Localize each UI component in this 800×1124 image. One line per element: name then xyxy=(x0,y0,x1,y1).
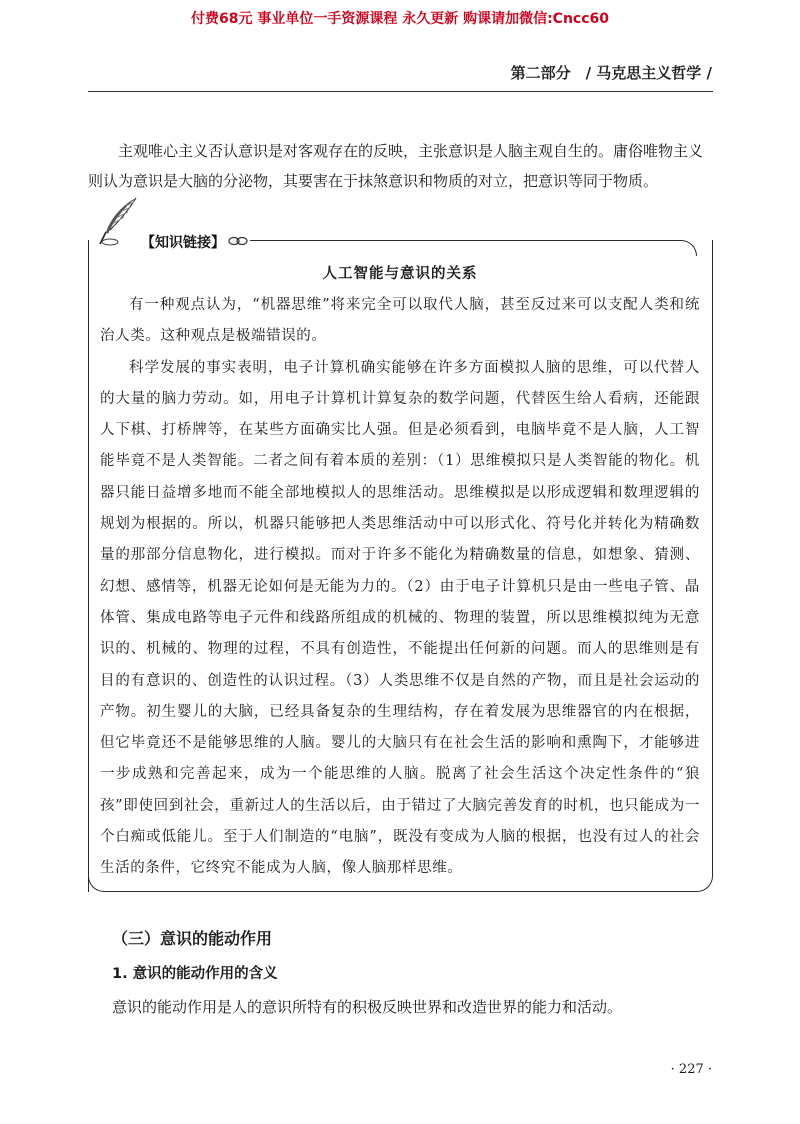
knowledge-link-label: 【知识链接】 xyxy=(141,235,225,251)
subsection-heading: 1. 意识的能动作用的含义 xyxy=(112,966,278,982)
knowledge-link-title: 人工智能与意识的关系 xyxy=(322,265,478,282)
section-heading: （三）意识的能动作用 xyxy=(112,929,273,948)
header-rule xyxy=(88,91,713,92)
box-top-border xyxy=(250,240,697,256)
knowledge-paragraph: 有一种观点认为，“机器思维”将来完全可以取代人脑，甚至反过来可以支配人类和统治人类。这种观点是极端错误的。 xyxy=(100,297,700,345)
running-header: 第二部分 / 马克思主义哲学 / xyxy=(510,64,712,82)
page-number: · 227 · xyxy=(670,1062,712,1077)
knowledge-link-body xyxy=(100,290,700,885)
intro-paragraph: 主观唯心主义否认意识是对客观存在的反映，主张意识是人脑主观自生的。庸俗唯物主义则认为意识是大脑的分泌物，其要害在于抹煞意识和物质的对立，把意识等同于物质。 xyxy=(88,142,704,190)
body-paragraph: 意识的能动作用是人的意识所特有的积极反映世界和改造世界的能力和活动。 xyxy=(112,998,623,1016)
chain-link-icon xyxy=(228,236,252,246)
watermark-text: 付费68元 事业单位一手资源课程 永久更新 购课请加微信:Cncc60 xyxy=(190,11,610,27)
knowledge-paragraph: 科学发展的事实表明，电子计算机确实能够在许多方面模拟人脑的思维，可以代替人的大量的脑力劳动。如，用电子计算机计算复杂的数学问题，代替医生给人看病，还能跟人下棋、打桥牌等，在某些方面确实比人强。但是必须看到，电脑毕竟不是人脑，人工智能毕竟不是人类智能。二者之间有着本质的差别：（1）思维模拟只是人类智能的物化。机器只能日益增多地而不能全部地模拟人的思维活动。思维模拟是以形成逻辑和数理逻辑的规划为根据的。所以，机器只能够把人类思维活动中可以形式化、符号化并转化为精确数量的那部分信息物化，进行模拟。而对于许多不能化为精确数量的信息，如想象、猜测、幻想、感情等，机器无论如何是无能为力的。（2）由于电子计算机只是由一些电子管、晶体管、集成电路等电子元件和线路所组成的机械的、物理的装置，所以思维模拟纯为无意识的、机械的、物理的过程，不具有创造性，不能提出任何新的问题。而人的思维则是有目的有意识的、创造性的认识过程。（3）人类思维不仅是自然的产物，而且是社会运动的产物。初生婴儿的大脑，已经具备复杂的生理结构，存在着发展为思维器官的内在根据，但它毕竟还不是能够思维的人脑。婴儿的大脑只有在社会生活的影响和熏陶下，才能够进一步成熟和完善起来，成为一个能思维的人脑。脱离了社会生活这个决定性条件的“狼孩”即使回到社会，重新过人的生活以后，由于错过了大脑完善发育的时机，也只能成为一个白痴或低能儿。至于人们制造的“电脑”，既没有变成为人脑的根据，也没有过人的社会生活的条件，它终究不能成为人脑，像人脑那样思维。 xyxy=(100,359,700,877)
